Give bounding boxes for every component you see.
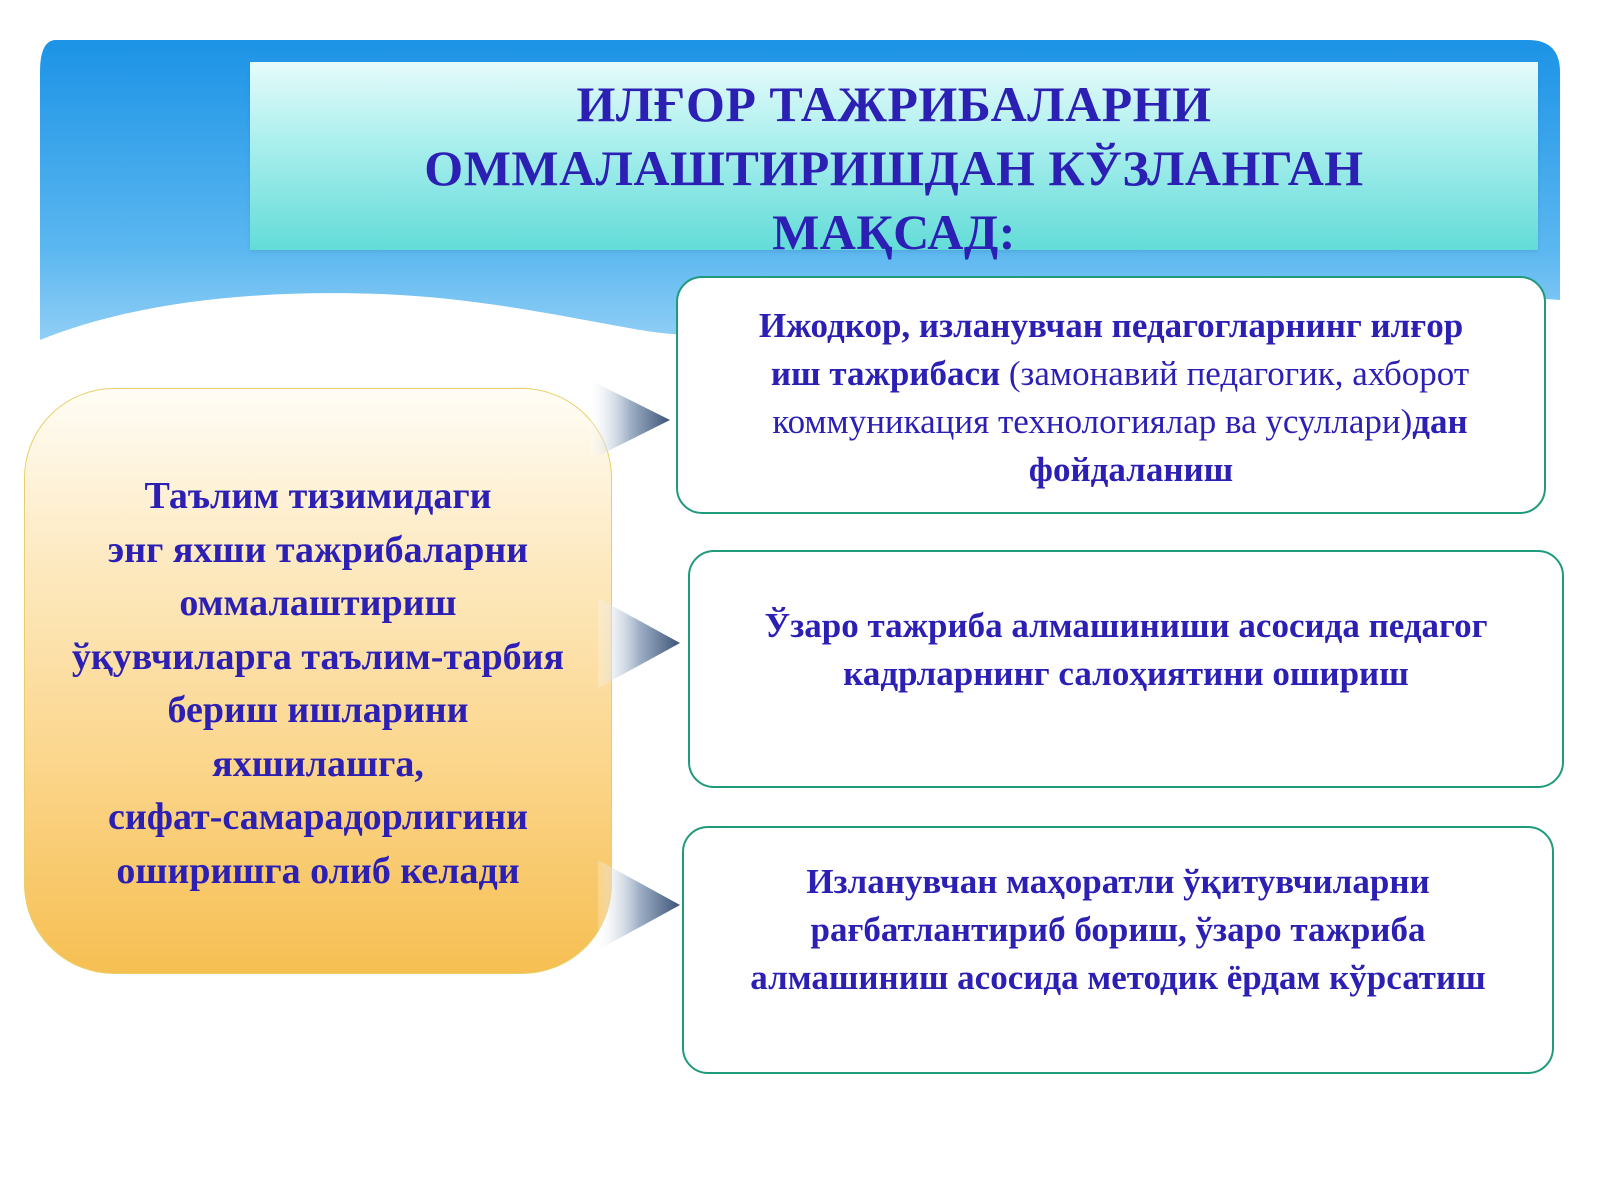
arrow-to-goal-2 — [598, 598, 688, 688]
goal-1-seg: иш тажрибаси — [770, 354, 1001, 393]
goal-3-seg: рағбатлантириб бориш, ўзаро тажриба — [810, 910, 1426, 949]
title-line: ОММАЛАШТИРИШДАН КЎЗЛАНГАН — [424, 140, 1364, 196]
arrow-to-goal-1 — [590, 380, 680, 460]
goal-3-seg: алмашиниш асосида методик ёрдам кўрсатиш — [750, 958, 1486, 997]
goal-1-line-1 — [676, 302, 1546, 350]
main-line: яхшилашга, — [212, 742, 424, 785]
goal-3-line-3 — [682, 954, 1554, 1002]
main-line: бериш ишларини — [167, 689, 469, 731]
goal-3-line-1 — [682, 858, 1554, 906]
goal-1-seg: дан — [1412, 402, 1468, 441]
title-line: МАҚСАД: — [772, 204, 1016, 260]
main-line: сифат-самарадорлигини — [107, 796, 529, 838]
main-statement-text — [14, 470, 622, 898]
main-line: оммалаштириш — [179, 582, 457, 624]
arrow-to-goal-3 — [598, 860, 688, 950]
goal-text-3 — [682, 858, 1554, 1002]
goal-1-line-3 — [676, 398, 1546, 446]
main-line: Таълим тизимидаги — [144, 475, 492, 517]
goal-text-1 — [676, 302, 1546, 494]
goal-1-seg: коммуникация технологиялар ва усуллари) — [772, 402, 1413, 441]
goal-2-seg: Ўзаро тажриба алмашиниши асосида педагог — [764, 606, 1488, 645]
goal-2-line-1 — [688, 602, 1564, 650]
goal-1-line-4 — [676, 446, 1546, 494]
goal-text-2 — [688, 602, 1564, 698]
slide-title — [250, 72, 1538, 264]
goal-1-seg: Ижодкор, изланувчан педагогларнинг илғор — [758, 306, 1464, 345]
main-line: ўқувчиларга таълим-тарбия — [71, 635, 565, 678]
goal-3-line-2 — [682, 906, 1554, 954]
goal-1-line-2 — [676, 350, 1546, 398]
goal-1-seg: (замонавий педагогик, ахборот — [1000, 354, 1470, 393]
goal-1-seg: фойдаланиш — [1028, 450, 1234, 489]
goal-2-line-2 — [688, 650, 1564, 698]
goal-3-seg: Изланувчан маҳоратли ўқитувчиларни — [806, 862, 1430, 901]
main-line: оширишга олиб келади — [116, 849, 520, 892]
title-line: ИЛҒОР ТАЖРИБАЛАРНИ — [576, 76, 1212, 132]
main-line: энг яхши тажрибаларни — [107, 528, 529, 571]
goal-2-seg: кадрларнинг салоҳиятини ошириш — [843, 654, 1409, 693]
